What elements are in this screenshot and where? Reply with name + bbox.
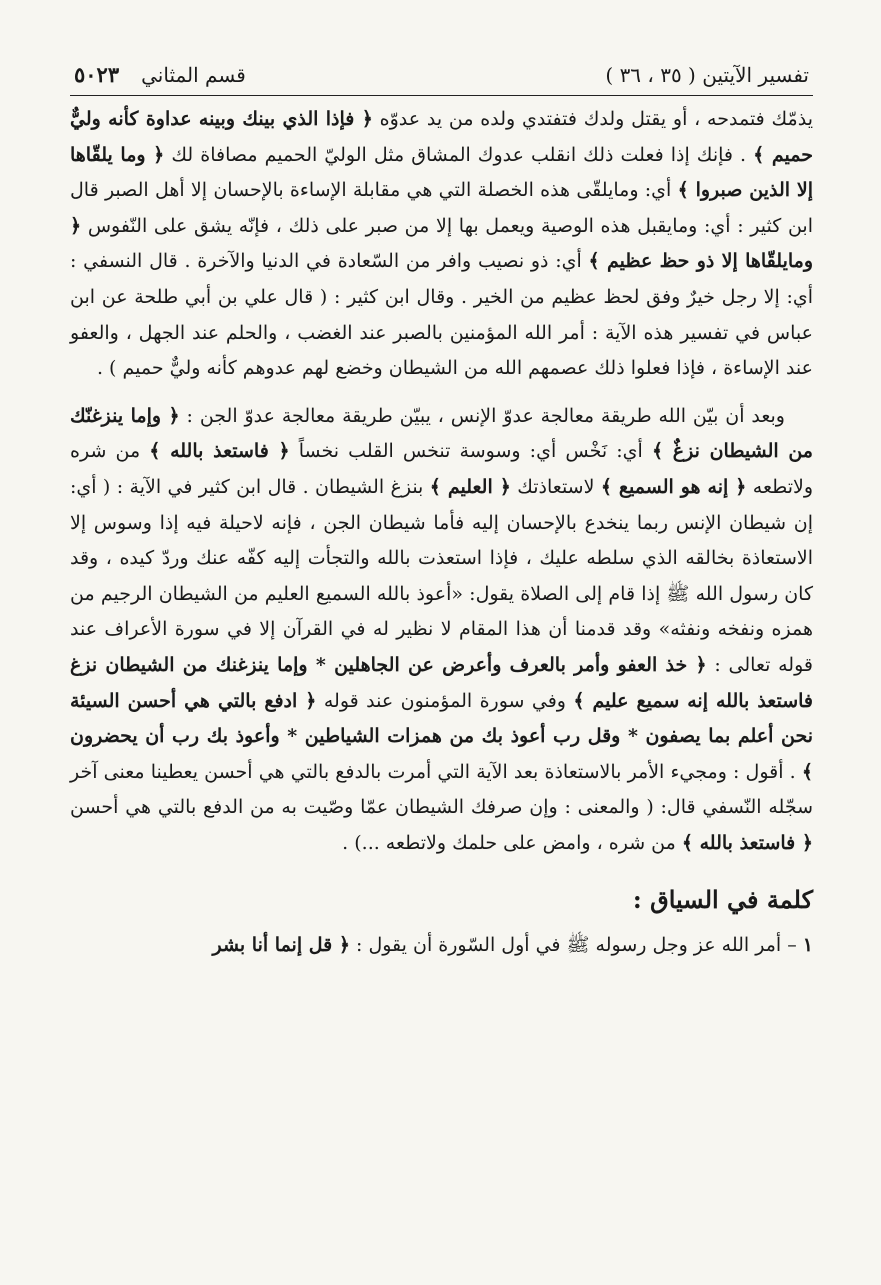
quran-quote: ﴿ فاستعذ بالله ﴾ — [149, 440, 290, 463]
text-run: أي: نَخْس أي: وسوسة تنخس القلب نخساً — [298, 440, 643, 463]
text-run: من شره ، وامض على حلمك ولاتطعه ...) . — [342, 831, 676, 854]
quran-quote: ﴿ فاستعذ بالله ﴾ — [681, 831, 813, 854]
item-number: ١ — [802, 934, 813, 957]
text-run: يذمّك فتمدحه ، أو يقتل ولدك فتفتدي ولده من يد عدوّه — [379, 108, 813, 130]
quran-quote: ﴿ العليم ﴾ — [429, 475, 511, 498]
header-left — [74, 62, 246, 87]
text-run: . فإنك إذا فعلت ذلك انقلب عدوك المشاق مثل الوليّ الحميم مصافاة لك — [171, 143, 747, 166]
text-run: وفي سورة المؤمنون عند قوله — [323, 689, 566, 712]
text-run: من شره ولاتطعه — [70, 440, 814, 498]
text-run: أي: ومايلقّى هذه الخصلة التي هي مقابلة الإساءة بالإحسان إلا أهل الصبر قال ابن كثير : أي: ومايقبل هذه الوصية ويعمل بها إلا من صبر على ذلك ، فإنّه يشق على النّفوس — [70, 179, 813, 237]
text-run: أي: ذو نصيب وافر من السّعادة في الدنيا والآخرة . قال النسفي : أي: إلا رجل خيرٌ وفق لحظ عظيم من الخير . وقال ابن كثير : ( قال علي بن أبي طلحة عن ابن عباس في تفسير هذه الآية : أمر الله المؤمنين بالصبر عند الغضب ، والحلم عند الجهل ، والعفو عند الإساءة ، فإذا فعلوا ذلك عصمهم الله من الشيطان وخضع لهم عدوهم كأنه وليٌّ حميم ) . — [70, 250, 813, 380]
text-run: وبعد أن بيّن الله طريقة معالجة عدوّ الإنس ، يبيّن طريقة معالجة عدوّ الجن : — [186, 404, 785, 427]
paragraph-1 — [70, 102, 813, 387]
quran-quote: ﴿ إنه هو السميع ﴾ — [600, 475, 747, 498]
page-number: ٥٠٢٣ — [74, 62, 120, 87]
text-run: لاستعاذتك — [517, 475, 595, 498]
quran-quote: ﴿ قل إنما أنا بشر — [212, 934, 350, 957]
quran-quote: ﴿ ومايلقّاها إلا ذو حظ عظيم ﴾ — [70, 214, 813, 273]
header-title: تفسير الآيتين ( ٣٥ ، ٣٦ ) — [605, 63, 809, 87]
text-run: بنزغ الشيطان . قال ابن كثير في الآية : ( أي: إن شيطان الإنس ربما ينخدع بالإحسان إليه فأما شيطان الجن ، فإنه لاحيلة فيه إذا وسوس إلا الاستعاذة بخالقه الذي سلطه عليك ، فإذا استعذت بالله والتجأت إليه كفّه عنك وردّ كيده ، وقد كان رسول الله ﷺ إذا قام إلى الصلاة يقول: «أعوذ بالله السميع العليم من الشيطان الرجيم من همزه ونفخه ونفثه» وقد قدمنا أن هذا المقام لا نظير له في القرآن إلا في سورة الأعراف عند قوله تعالى : — [70, 475, 813, 676]
section-heading: كلمة في السياق : — [632, 885, 813, 915]
text-run: . أقول : ومجيء الأمر بالاستعاذة بعد الآية التي أمرت بالدفع بالتي هي أحسن يعطينا معنى آخر سجّله النّسفي قال: ( والمعنى : وإن صرفك الشيطان عمّا وصّيت به من الدفع بالتي هي أحسن — [70, 760, 813, 819]
text-run: – أمر الله عز وجل رسوله ﷺ في أول السّورة أن يقول : — [356, 934, 797, 957]
quran-quote: ﴿ ادفع بالتي هي أحسن السيئة نحن أعلم بما يصفون * وقل رب أعوذ بك من همزات الشياطين * وأعوذ بك رب أن يحضرون ﴾ — [70, 689, 813, 783]
quran-quote: ﴿ فإذا الذي بينك وبينه عداوة كأنه وليٌّ حميم ﴾ — [70, 108, 814, 166]
header-section: قسم المثاني — [141, 63, 246, 87]
quran-quote: ﴿ وإما ينزغنّك من الشيطان نزغٌ ﴾ — [70, 404, 813, 463]
running-header — [70, 62, 813, 96]
paragraph-2 — [70, 399, 813, 862]
quran-quote: ﴿ وما يلقّاها إلا الذين صبروا ﴾ — [70, 143, 813, 202]
quran-quote: ﴿ خذ العفو وأمر بالعرف وأعرض عن الجاهلين * وإما ينزغنك من الشيطان نزغ فاستعذ بالله إنه سميع عليم ﴾ — [70, 653, 813, 712]
list-item — [70, 927, 813, 963]
page-body — [70, 102, 813, 963]
